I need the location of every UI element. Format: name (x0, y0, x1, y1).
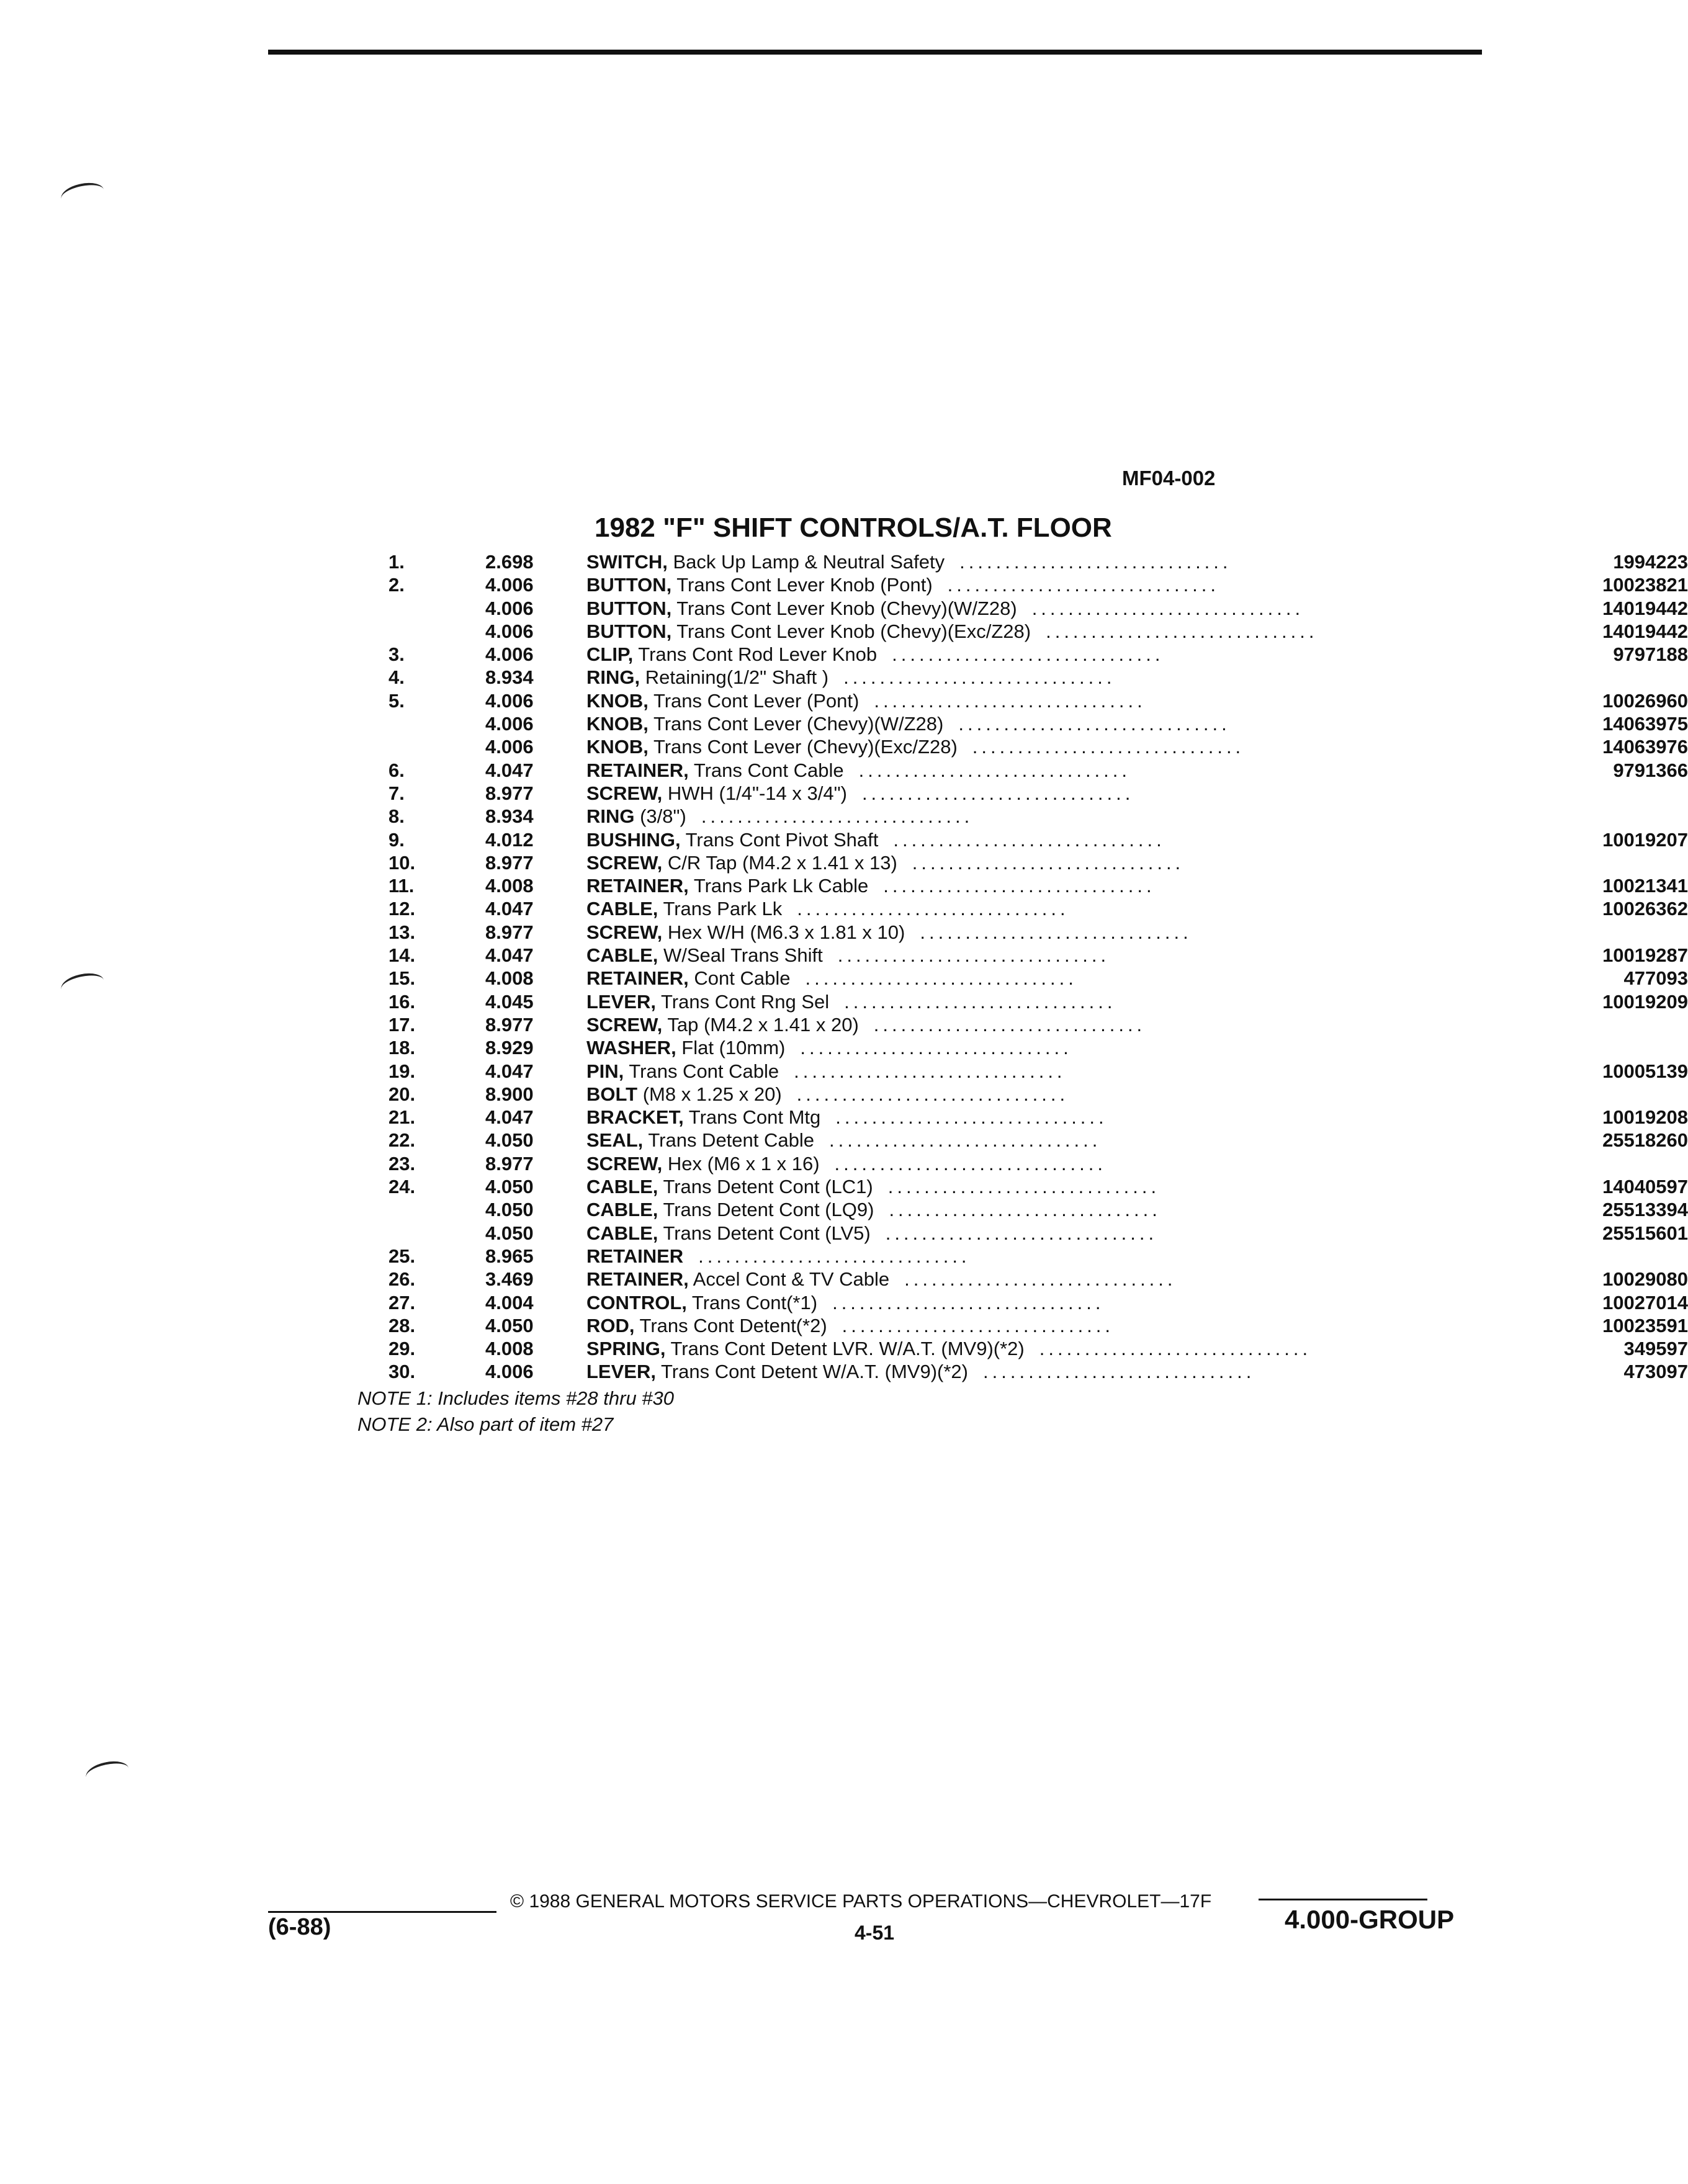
part-name: RING (586, 805, 635, 828)
part-detail: Trans Cont Lever Knob (Chevy)(W/Z28) (671, 597, 1017, 619)
part-name: CONTROL, (586, 1291, 687, 1314)
note-2: NOTE 2: Also part of item #27 (357, 1413, 614, 1435)
group-number: 4.006 (485, 1361, 534, 1383)
part-detail: Trans Detent Cont (LV5) (658, 1222, 871, 1244)
part-number: 10023821 (1602, 574, 1688, 596)
part-detail: Trans Cont Detent W/A.T. (MV9)(*2) (655, 1361, 968, 1383)
leader-dots: .............................. (843, 666, 1116, 689)
part-name: BUSHING, (586, 828, 681, 851)
part-name: BOLT (586, 1083, 638, 1105)
group-number: 4.006 (485, 643, 534, 666)
part-name: BUTTON, (586, 597, 672, 619)
part-name: LEVER, (586, 1361, 656, 1383)
group-number: 4.047 (485, 1106, 534, 1129)
leader-dots: .............................. (947, 574, 1220, 596)
group-number: 4.006 (485, 574, 534, 596)
part-detail: Trans Park Lk (658, 898, 783, 920)
part-name: SCREW, (586, 921, 663, 943)
part-name: BUTTON, (586, 574, 672, 596)
punch-mark (59, 179, 106, 209)
group-number: 2.698 (485, 551, 534, 573)
part-name: KNOB, (586, 713, 649, 735)
leader-dots: .............................. (698, 1245, 971, 1267)
group-number: 4.050 (485, 1314, 534, 1336)
item-number: 24. (388, 1176, 416, 1198)
group-number: 4.047 (485, 759, 534, 781)
part-name: LEVER, (586, 990, 656, 1013)
group-number: 4.004 (485, 1291, 534, 1314)
group-number: 8.934 (485, 805, 534, 828)
leader-dots: .............................. (920, 921, 1192, 943)
group-number: 4.047 (485, 898, 534, 920)
group-number: 8.929 (485, 1037, 534, 1059)
leader-dots: .............................. (972, 736, 1245, 758)
leader-dots: .............................. (842, 1314, 1115, 1336)
part-number: 473097 (1623, 1361, 1688, 1383)
part-name: BUTTON, (586, 620, 672, 642)
leader-dots: .............................. (844, 990, 1116, 1013)
group-number: 8.977 (485, 782, 534, 804)
group-number: 4.006 (485, 736, 534, 758)
part-number: 10019208 (1602, 1106, 1688, 1129)
part-detail: Trans Detent Cont (LQ9) (658, 1199, 874, 1221)
item-number: 23. (388, 1152, 416, 1175)
part-number: 14019442 (1602, 620, 1688, 642)
item-number: 5. (388, 689, 405, 712)
header-rule (268, 50, 1482, 55)
part-number: 10029080 (1602, 1268, 1688, 1291)
part-number: 10026960 (1602, 689, 1688, 712)
group-number: 8.977 (485, 921, 534, 943)
group-number: 4.008 (485, 1338, 534, 1360)
leader-dots: .............................. (832, 1291, 1105, 1314)
item-number: 11. (388, 875, 415, 897)
leader-dots: .............................. (887, 1176, 1160, 1198)
leader-dots: .............................. (983, 1361, 1255, 1383)
group-number: 4.006 (485, 713, 534, 735)
part-detail: Trans Cont Lever Knob (Chevy)(Exc/Z28) (671, 620, 1031, 642)
leader-dots: .............................. (858, 759, 1131, 781)
item-number: 16. (388, 990, 416, 1013)
part-number: 14063975 (1602, 713, 1688, 735)
part-detail: Accel Cont & TV Cable (688, 1268, 890, 1291)
part-detail: Trans Cont Lever Knob (Pont) (671, 574, 933, 596)
leader-dots: .............................. (885, 1222, 1158, 1244)
leader-dots: .............................. (874, 689, 1146, 712)
part-name: RETAINER, (586, 875, 689, 897)
group-number: 4.047 (485, 1060, 534, 1082)
part-name: RETAINER, (586, 1268, 689, 1291)
part-name: SEAL, (586, 1129, 644, 1152)
part-detail: Tap (M4.2 x 1.41 x 20) (662, 1013, 859, 1036)
page-title: 1982 "F" SHIFT CONTROLS/A.T. FLOOR (595, 512, 1112, 543)
part-number: 10019287 (1602, 944, 1688, 967)
part-name: RETAINER (586, 1245, 684, 1267)
part-name: KNOB, (586, 736, 649, 758)
part-detail: Cont Cable (688, 967, 791, 990)
item-number: 20. (388, 1083, 416, 1105)
item-number: 17. (388, 1013, 416, 1036)
group-number: 8.934 (485, 666, 534, 689)
item-number: 2. (388, 574, 405, 596)
group-number: 4.045 (485, 990, 534, 1013)
part-detail: Trans Cont Rng Sel (655, 990, 830, 1013)
part-detail: C/R Tap (M4.2 x 1.41 x 13) (662, 851, 897, 874)
part-name: SCREW, (586, 1152, 663, 1175)
group-number: 4.012 (485, 828, 534, 851)
leader-dots: .............................. (883, 875, 1156, 897)
item-number: 18. (388, 1037, 416, 1059)
part-name: SWITCH, (586, 551, 668, 573)
leader-dots: .............................. (797, 898, 1069, 920)
leader-dots: .............................. (1039, 1338, 1312, 1360)
part-detail: Trans Cont Rod Lever Knob (633, 643, 878, 666)
item-number: 22. (388, 1129, 416, 1152)
leader-dots: .............................. (861, 782, 1134, 804)
part-number: 349597 (1623, 1338, 1688, 1360)
leader-dots: .............................. (794, 1060, 1066, 1082)
part-detail: (M8 x 1.25 x 20) (637, 1083, 782, 1105)
item-number: 28. (388, 1314, 416, 1336)
part-detail: Trans Detent Cable (643, 1129, 814, 1152)
part-detail: Trans Cont Cable (688, 759, 844, 781)
item-number: 25. (388, 1245, 416, 1267)
part-detail: Trans Cont Lever (Pont) (648, 689, 860, 712)
part-number: 1994223 (1613, 551, 1688, 573)
group-number: 8.977 (485, 1013, 534, 1036)
group-number: 4.008 (485, 967, 534, 990)
part-name: CABLE, (586, 1176, 658, 1198)
part-number: 14063976 (1602, 736, 1688, 758)
group-number: 4.006 (485, 597, 534, 619)
item-number: 21. (388, 1106, 416, 1129)
leader-dots: .............................. (893, 828, 1165, 851)
item-number: 13. (388, 921, 416, 943)
part-number: 9791366 (1613, 759, 1688, 781)
part-detail: W/Seal Trans Shift (658, 944, 823, 967)
part-name: RETAINER, (586, 967, 689, 990)
punch-mark (84, 1758, 131, 1788)
part-name: CABLE, (586, 944, 658, 967)
part-detail: HWH (1/4"-14 x 3/4") (662, 782, 847, 804)
group-number: 4.006 (485, 620, 534, 642)
part-detail: Trans Park Lk Cable (688, 875, 869, 897)
item-number: 8. (388, 805, 405, 828)
group-number: 8.965 (485, 1245, 534, 1267)
leader-dots: .............................. (829, 1129, 1102, 1152)
leader-dots: .............................. (1031, 597, 1304, 619)
part-name: SCREW, (586, 782, 663, 804)
leader-dots: .............................. (701, 805, 974, 828)
item-number: 15. (388, 967, 416, 990)
part-number: 10019209 (1602, 990, 1688, 1013)
footer-rule-right (1259, 1899, 1427, 1900)
part-number: 14019442 (1602, 597, 1688, 619)
part-detail: Back Up Lamp & Neutral Safety (667, 551, 945, 573)
part-name: CABLE, (586, 1199, 658, 1221)
part-name: PIN, (586, 1060, 624, 1082)
part-name: RETAINER, (586, 759, 689, 781)
group-number: 4.050 (485, 1222, 534, 1244)
part-detail: Trans Cont Detent(*2) (634, 1314, 827, 1336)
part-number: 25518260 (1602, 1129, 1688, 1152)
part-number: 25515601 (1602, 1222, 1688, 1244)
group-number: 8.977 (485, 851, 534, 874)
part-number: 10026362 (1602, 898, 1688, 920)
group-number: 3.469 (485, 1268, 534, 1291)
item-number: 27. (388, 1291, 416, 1314)
part-number: 10005139 (1602, 1060, 1688, 1082)
note-1: NOTE 1: Includes items #28 thru #30 (357, 1387, 675, 1409)
item-number: 10. (388, 851, 416, 874)
part-name: BRACKET, (586, 1106, 684, 1129)
leader-dots: .............................. (834, 1152, 1107, 1175)
footer-rule-left (268, 1911, 496, 1913)
part-detail: Trans Cont Mtg (683, 1106, 821, 1129)
part-number: 9797188 (1613, 643, 1688, 666)
item-number: 14. (388, 944, 416, 967)
part-number: 10023591 (1602, 1314, 1688, 1336)
item-number: 7. (388, 782, 405, 804)
part-detail: Hex (M6 x 1 x 16) (662, 1152, 820, 1175)
revision-date: (6-88) (268, 1914, 331, 1940)
leader-dots: .............................. (892, 643, 1164, 666)
group-number: 4.050 (485, 1176, 534, 1198)
part-name: RING, (586, 666, 640, 689)
part-number: 10027014 (1602, 1291, 1688, 1314)
group-number: 8.977 (485, 1152, 534, 1175)
leader-dots: .............................. (796, 1083, 1069, 1105)
item-number: 12. (388, 898, 416, 920)
page-number: 4-51 (855, 1922, 895, 1944)
leader-dots: .............................. (904, 1268, 1177, 1291)
part-detail: Trans Cont Cable (624, 1060, 779, 1082)
leader-dots: .............................. (889, 1199, 1161, 1221)
item-number: 3. (388, 643, 405, 666)
group-number: 4.050 (485, 1129, 534, 1152)
part-detail: Hex W/H (M6.3 x 1.81 x 10) (662, 921, 905, 943)
item-number: 4. (388, 666, 405, 689)
illustration-code: MF04-002 (1122, 467, 1216, 490)
part-detail: Trans Detent Cont (LC1) (658, 1176, 873, 1198)
group-number: 4.008 (485, 875, 534, 897)
item-number: 19. (388, 1060, 416, 1082)
leader-dots: .............................. (959, 551, 1232, 573)
part-name: WASHER, (586, 1037, 676, 1059)
part-name: KNOB, (586, 689, 649, 712)
punch-mark (59, 970, 106, 1000)
part-number: 25513394 (1602, 1199, 1688, 1221)
part-number: 10019207 (1602, 828, 1688, 851)
group-number: 4.047 (485, 944, 534, 967)
leader-dots: .............................. (800, 1037, 1072, 1059)
part-name: ROD, (586, 1314, 635, 1336)
leader-dots: .............................. (912, 851, 1185, 874)
part-number: 477093 (1623, 967, 1688, 990)
part-name: SPRING, (586, 1338, 666, 1360)
leader-dots: .............................. (958, 713, 1231, 735)
item-number: 30. (388, 1361, 416, 1383)
group-label: 4.000-GROUP (1285, 1905, 1455, 1934)
leader-dots: .............................. (1046, 620, 1318, 642)
group-number: 4.050 (485, 1199, 534, 1221)
item-number: 6. (388, 759, 405, 781)
part-number: 10021341 (1602, 875, 1688, 897)
leader-dots: .............................. (837, 944, 1110, 967)
group-number: 4.006 (485, 689, 534, 712)
part-detail: Trans Cont Pivot Shaft (680, 828, 879, 851)
item-number: 1. (388, 551, 405, 573)
part-number: 14040597 (1602, 1176, 1688, 1198)
part-detail: (3/8") (634, 805, 686, 828)
part-detail: Trans Cont Lever (Chevy)(Exc/Z28) (648, 736, 958, 758)
leader-dots: .............................. (805, 967, 1077, 990)
item-number: 26. (388, 1268, 416, 1291)
part-name: CABLE, (586, 898, 658, 920)
part-detail: Trans Cont Lever (Chevy)(W/Z28) (648, 713, 944, 735)
item-number: 9. (388, 828, 405, 851)
part-detail: Retaining(1/2" Shaft ) (640, 666, 829, 689)
part-detail: Trans Cont Detent LVR. W/A.T. (MV9)(*2) (665, 1338, 1025, 1360)
group-number: 8.900 (485, 1083, 534, 1105)
part-name: SCREW, (586, 851, 663, 874)
item-number: 29. (388, 1338, 416, 1360)
part-detail: Flat (10mm) (676, 1037, 786, 1059)
copyright: © 1988 GENERAL MOTORS SERVICE PARTS OPERATIONS—CHEVROLET—17F (510, 1891, 1212, 1912)
part-detail: Trans Cont(*1) (686, 1291, 818, 1314)
part-name: SCREW, (586, 1013, 663, 1036)
leader-dots: .............................. (873, 1013, 1146, 1036)
leader-dots: .............................. (835, 1106, 1108, 1129)
part-name: CABLE, (586, 1222, 658, 1244)
part-name: CLIP, (586, 643, 634, 666)
